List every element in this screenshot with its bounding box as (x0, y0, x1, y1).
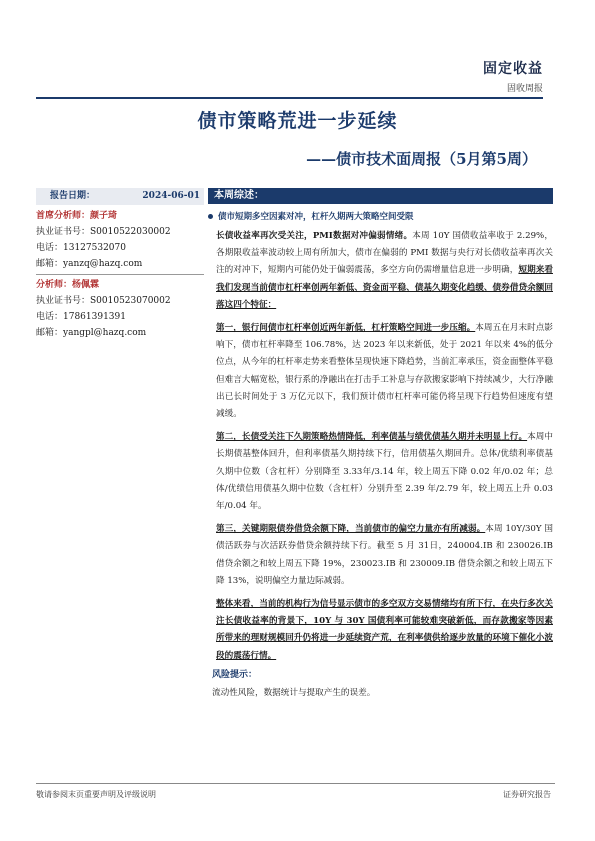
paragraph-key-point: 第一，银行间债市杠杆率创近两年新低，杠杆策略空间进一步压缩。 (216, 323, 476, 334)
sidebar (36, 188, 204, 341)
paragraph-body: 本周中长期债基整体回升，但利率债基久期持续下行，信用债基久期回升。总体/优绩利率债基久期中位数（含杠杆）分别降至 3.33年/3.14 年，较上周五下降 0.02 年/0.02 年；总体/优绩信用债基久期中位数（含杠杆）分别升至 2.39 年/2.79 年，较上周五上升 0.03 年/0.04 年。 (216, 432, 553, 512)
paragraph-lead: 长债收益率再次受关注，PMI数据对冲偏弱情绪。 (216, 231, 413, 241)
paragraph-key-point: 整体来看，当前的机构行为信号显示债市的多空双方交易情绪均有所下行，在央行多次关注长债收益率的背景下，10Y 与 30Y 国债利率可能较难突破新低，而存款搬家等因素所带来的理财规模回升仍将进一步延续资产荒，在利率债供给逐步放量的环境下催化小波段的震荡行情。 (216, 599, 553, 661)
bullet-icon (208, 214, 213, 219)
summary-paragraph (208, 521, 553, 590)
analyst-email[interactable]: 邮箱：yanzq@hazq.com (36, 259, 143, 269)
footer-divider (36, 783, 555, 784)
paragraph-body: 本周 10Y 国债收益率收于 2.29%，各期限收益率波动较上周有所加大，债市在偏弱的 PMI 数据与央行对长债收益率再次关注的对冲下，短期内可能仍处于偏弱震荡，多空方向仍需增量信息进一步明确， (216, 231, 553, 276)
analyst-phone: 电话：17861391391 (36, 312, 126, 322)
analyst-phone: 电话：13127532070 (36, 243, 126, 253)
report-date-value: 2024-06-01 (142, 191, 200, 201)
summary-highlight (208, 210, 553, 222)
summary-section (208, 188, 553, 698)
analyst-email[interactable]: 邮箱：yangpl@hazq.com (36, 328, 147, 338)
analyst-name: 首席分析师：颜子琦 (36, 211, 118, 221)
summary-paragraph (208, 320, 553, 423)
summary-section-title: 本周综述： (208, 188, 553, 204)
report-category: 固定收益 (483, 61, 543, 77)
summary-paragraph (208, 429, 553, 515)
paragraph-key-point: 短期来看我们发现当前债市杠杆率创两年新低、资金面平稳、债基久期变化趋缓、债券借贷余额回落这四个特征： (216, 265, 553, 310)
report-date-label: 报告日期： (50, 191, 96, 201)
risk-text: 流动性风险，数据统计与提取产生的误差。 (212, 687, 376, 698)
paragraph-key-point: 第二，长债受关注下久期策略热情降低，利率债基与绩优债基久期并未明显上行。 (216, 432, 528, 443)
report-date-bar (36, 188, 204, 205)
report-subtitle: ——债市技术面周报（5月第5周） (306, 150, 537, 168)
footer-report-type: 证券研究报告 (503, 790, 551, 799)
header-divider (36, 97, 543, 99)
paragraph-body: 本周五在月末时点影响下，债市杠杆率降至 106.78%，达 2023 年以来新低，处于 2021 年以来 4%的低分位点，从今年的杠杆率走势来看整体呈现快速下降趋势，当前汇率承压，资金面整体平稳但难言大幅宽松，银行系的净融出在打击手工补息与存款搬家影响下持续减少，大行净融出已长时间处于 3 万亿元以下，我们预计债市杠杆率可能仍将呈现下行趋势但速度有望减缓。 (216, 323, 553, 420)
report-subcategory: 固收周报 (506, 84, 543, 94)
paragraph-body: 本周 10Y/30Y 国债活跃券与次活跃券借贷余额持续下行。截至 5 月 31日，240004.IB 和 230026.IB 借贷余额之和较上周五下降 19%，230023.IB 和 230009.IB 借贷余额之和较上周五下降 13%，说明偏空力量边际减弱。 (216, 524, 553, 586)
footer-disclaimer: 敬请参阅末页重要声明及评级说明 (36, 790, 156, 799)
analyst-license: 执业证书号：S0010522030002 (36, 227, 171, 237)
analyst-divider (36, 274, 204, 275)
analyst-name: 分析师：杨佩霖 (36, 280, 100, 290)
paragraph-key-point: 第三，关键期限债券借贷余额下降，当前债市的偏空力量亦有所减弱。 (216, 524, 486, 535)
risk-title: 风险提示： (212, 669, 258, 680)
analyst-license: 执业证书号：S0010523070002 (36, 296, 171, 306)
report-title: 债市策略荒进一步延续 (197, 110, 398, 132)
summary-highlight-text: 债市短期多空因素对冲，杠杆久期两大策略空间受限 (218, 212, 414, 222)
summary-paragraph (208, 228, 553, 314)
summary-paragraph (208, 596, 553, 665)
